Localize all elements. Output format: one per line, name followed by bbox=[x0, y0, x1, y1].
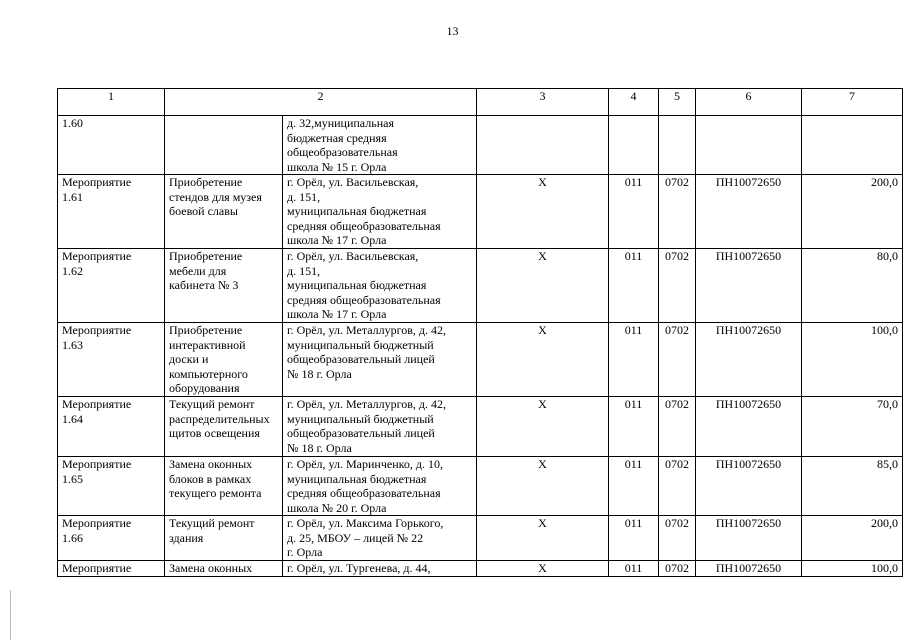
event-number: Мероприятие 1.64 bbox=[58, 397, 165, 457]
amount: 100,0 bbox=[802, 561, 903, 577]
event-address: г. Орёл, ул. Максима Горького, д. 25, МБОУ – лицей № 22 г. Орла bbox=[283, 516, 477, 561]
executor-mark: Х bbox=[477, 175, 609, 249]
code-section: 0702 bbox=[659, 561, 696, 577]
code-grbs: 011 bbox=[609, 516, 659, 561]
code-grbs: 011 bbox=[609, 457, 659, 516]
event-description: Приобретение стендов для музея боевой славы bbox=[165, 175, 283, 249]
header-row bbox=[58, 89, 903, 116]
code-target: ПН10072650 bbox=[696, 561, 802, 577]
event-number: Мероприятие 1.66 bbox=[58, 516, 165, 561]
event-number: Мероприятие 1.65 bbox=[58, 457, 165, 516]
executor-mark: Х bbox=[477, 323, 609, 397]
event-address: д. 32,муниципальная бюджетная средняя общеобразовательная школа № 15 г. Орла bbox=[283, 116, 477, 175]
code-grbs: 011 bbox=[609, 561, 659, 577]
code-section: 0702 bbox=[659, 175, 696, 249]
event-description: Замена оконных блоков в рамках текущего ремонта bbox=[165, 457, 283, 516]
page-number: 13 bbox=[446, 24, 459, 38]
code-section: 0702 bbox=[659, 516, 696, 561]
code-target: ПН10072650 bbox=[696, 457, 802, 516]
code-grbs bbox=[609, 116, 659, 175]
event-address: г. Орёл, ул. Маринченко, д. 10, муниципальная бюджетная средняя общеобразовательная школа № 20 г. Орла bbox=[283, 457, 477, 516]
event-description: Текущий ремонт здания bbox=[165, 516, 283, 561]
code-grbs: 011 bbox=[609, 249, 659, 323]
event-number: Мероприятие 1.61 bbox=[58, 175, 165, 249]
table-row bbox=[58, 249, 903, 323]
event-description: Приобретение мебели для кабинета № 3 bbox=[165, 249, 283, 323]
header-cell-4: 4 bbox=[609, 89, 659, 116]
amount bbox=[802, 116, 903, 175]
executor-mark: Х bbox=[477, 457, 609, 516]
header-cell-6: 6 bbox=[696, 89, 802, 116]
header-cell-3: 3 bbox=[477, 89, 609, 116]
code-section bbox=[659, 116, 696, 175]
executor-mark bbox=[477, 116, 609, 175]
scan-edge-line bbox=[10, 590, 11, 640]
event-address: г. Орёл, ул. Металлургов, д. 42, муниципальный бюджетный общеобразовательный лицей № 18 г. Орла bbox=[283, 397, 477, 457]
amount: 100,0 bbox=[802, 323, 903, 397]
budget-table bbox=[57, 88, 903, 577]
table-row bbox=[58, 323, 903, 397]
header-cell-1: 1 bbox=[58, 89, 165, 116]
code-grbs: 011 bbox=[609, 323, 659, 397]
amount: 200,0 bbox=[802, 516, 903, 561]
executor-mark: Х bbox=[477, 397, 609, 457]
event-number: Мероприятие 1.62 bbox=[58, 249, 165, 323]
table-row bbox=[58, 175, 903, 249]
event-number: Мероприятие bbox=[58, 561, 165, 577]
event-description bbox=[165, 116, 283, 175]
code-target bbox=[696, 116, 802, 175]
code-section: 0702 bbox=[659, 397, 696, 457]
table-row bbox=[58, 116, 903, 175]
event-address: г. Орёл, ул. Тургенева, д. 44, bbox=[283, 561, 477, 577]
code-grbs: 011 bbox=[609, 175, 659, 249]
code-target: ПН10072650 bbox=[696, 249, 802, 323]
code-target: ПН10072650 bbox=[696, 516, 802, 561]
code-section: 0702 bbox=[659, 457, 696, 516]
table-row bbox=[58, 457, 903, 516]
code-target: ПН10072650 bbox=[696, 323, 802, 397]
code-grbs: 011 bbox=[609, 397, 659, 457]
amount: 85,0 bbox=[802, 457, 903, 516]
executor-mark: Х bbox=[477, 561, 609, 577]
code-section: 0702 bbox=[659, 323, 696, 397]
table-row bbox=[58, 516, 903, 561]
code-target: ПН10072650 bbox=[696, 397, 802, 457]
event-address: г. Орёл, ул. Васильевская, д. 151, муниципальная бюджетная средняя общеобразовательная школа № 17 г. Орла bbox=[283, 175, 477, 249]
amount: 70,0 bbox=[802, 397, 903, 457]
event-description: Текущий ремонт распределительных щитов освещения bbox=[165, 397, 283, 457]
event-address: г. Орёл, ул. Васильевская, д. 151, муниципальная бюджетная средняя общеобразовательная школа № 17 г. Орла bbox=[283, 249, 477, 323]
amount: 80,0 bbox=[802, 249, 903, 323]
header-cell-5: 5 bbox=[659, 89, 696, 116]
table-row bbox=[58, 561, 903, 577]
event-description: Замена оконных bbox=[165, 561, 283, 577]
event-number: Мероприятие 1.63 bbox=[58, 323, 165, 397]
event-address: г. Орёл, ул. Металлургов, д. 42, муниципальный бюджетный общеобразовательный лицей № 18 г. Орла bbox=[283, 323, 477, 397]
header-cell-7: 7 bbox=[802, 89, 903, 116]
header-cell-2: 2 bbox=[165, 89, 477, 116]
table-row bbox=[58, 397, 903, 457]
event-description: Приобретение интерактивной доски и компьютерного оборудования bbox=[165, 323, 283, 397]
amount: 200,0 bbox=[802, 175, 903, 249]
event-number: 1.60 bbox=[58, 116, 165, 175]
code-target: ПН10072650 bbox=[696, 175, 802, 249]
executor-mark: Х bbox=[477, 516, 609, 561]
code-section: 0702 bbox=[659, 249, 696, 323]
executor-mark: Х bbox=[477, 249, 609, 323]
